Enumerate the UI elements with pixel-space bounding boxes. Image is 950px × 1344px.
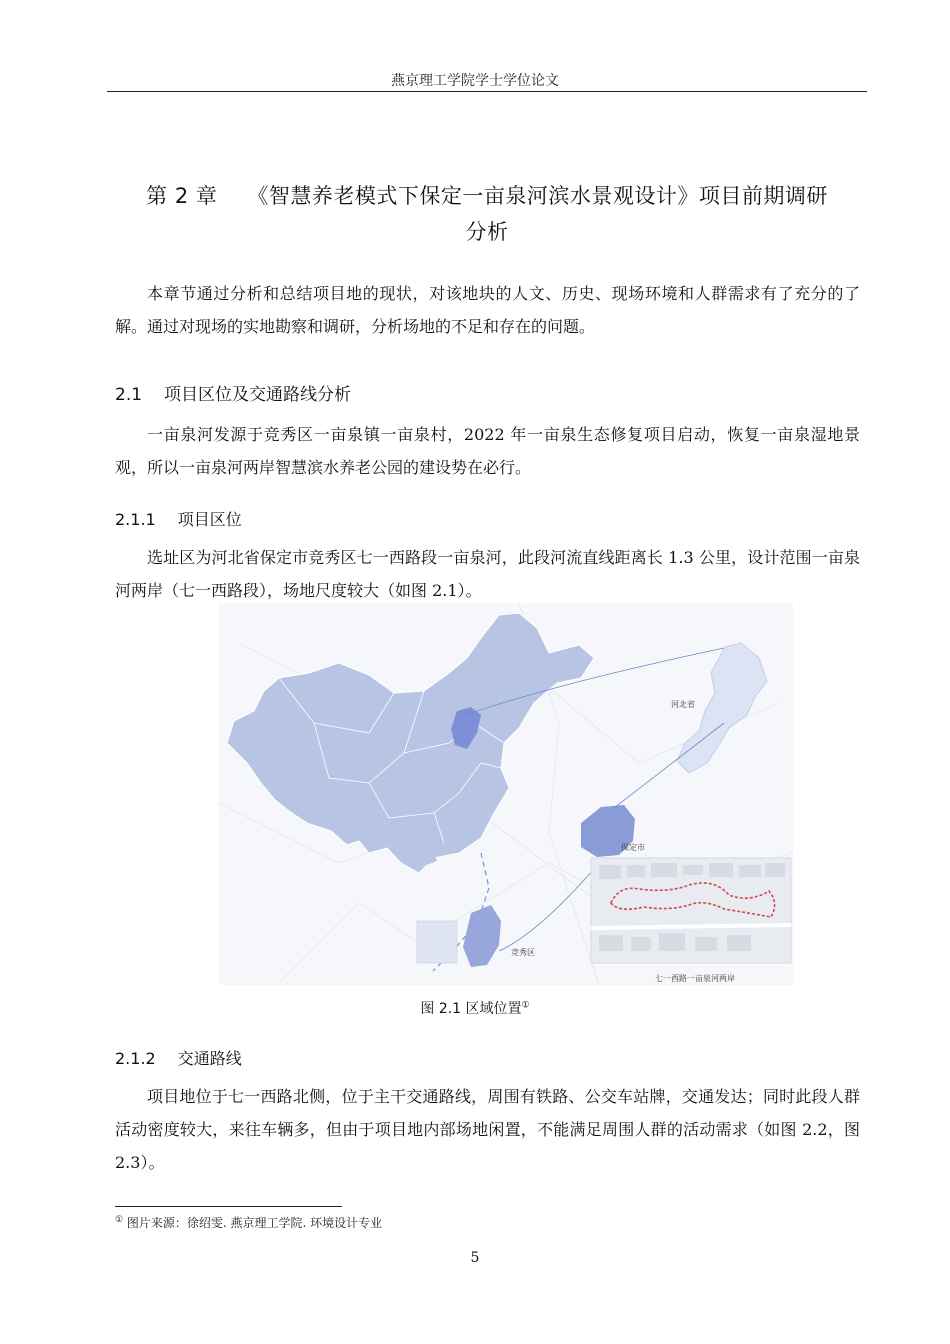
- chapter-title-line2: 分析: [465, 220, 509, 244]
- section-number: 2.1: [115, 385, 143, 405]
- south-sea-inset: [417, 921, 457, 963]
- figure-caption: [0, 998, 950, 1018]
- section-title: 项目区位及交通路线分析: [164, 385, 352, 405]
- header-rule: [107, 91, 867, 92]
- figure-caption-text: 图 2.1 区域位置: [420, 1001, 522, 1017]
- footnote-marker: ①: [521, 1000, 530, 1011]
- section-number: 2.1.2: [115, 1049, 156, 1068]
- chapter-intro-paragraph: 本章节通过分析和总结项目地的现状，对该地块的人文、历史、现场环境和人群需求有了充分的了解。通过对现场的实地勘察和调研，分析场地的不足和存在的问题。: [115, 284, 860, 336]
- footnote-mark: ①: [115, 1215, 124, 1225]
- footnote-rule: [115, 1206, 342, 1207]
- section-heading-2-1-2: [115, 1046, 242, 1069]
- footnote-text: 图片来源：徐绍雯. 燕京理工学院. 环境设计专业: [126, 1216, 383, 1230]
- section-2-1-1-paragraph: 选址区为河北省保定市竞秀区七一西路段一亩泉河，此段河流直线距离长 1.3 公里，设计范围一亩泉河两岸（七一西路段），场地尺度较大（如图 2.1）。: [115, 548, 860, 600]
- hebei-label: 河北省: [671, 700, 695, 709]
- chapter-title-line1: 《智慧养老模式下保定一亩泉河滨水景观设计》项目前期调研: [247, 184, 828, 208]
- footnote: [115, 1214, 382, 1231]
- section-heading-2-1-1: [115, 507, 242, 530]
- chapter-title: [107, 178, 867, 250]
- section-2-1-2-paragraph: 项目地位于七一西路北侧，位于主干交通路线，周围有铁路、公交车站牌，交通发达；同时此段人群活动密度较大，来往车辆多，但由于项目地内部场地闲置，不能满足周围人群的活动需求（如图 2.2，图 2.3）。: [115, 1087, 860, 1172]
- baoding-label: 保定市: [621, 843, 645, 852]
- section-heading-2-1: [115, 380, 351, 405]
- page-number: 5: [470, 1250, 480, 1266]
- section-title: 交通路线: [177, 1049, 242, 1068]
- jingxiu-label: 竞秀区: [511, 948, 535, 957]
- location-map-figure: [219, 603, 793, 985]
- chapter-number: 第 2 章: [146, 184, 218, 208]
- running-header: 燕京理工学院学士学位论文: [391, 73, 559, 89]
- section-2-1-paragraph: 一亩泉河发源于竞秀区一亩泉镇一亩泉村，2022 年一亩泉生态修复项目启动，恢复一亩泉湿地景观，所以一亩泉河两岸智慧滨水养老公园的建设势在必行。: [115, 425, 860, 477]
- section-title: 项目区位: [177, 510, 242, 529]
- section-number: 2.1.1: [115, 510, 156, 529]
- site-label: 七一西路一亩泉河两岸: [655, 974, 735, 983]
